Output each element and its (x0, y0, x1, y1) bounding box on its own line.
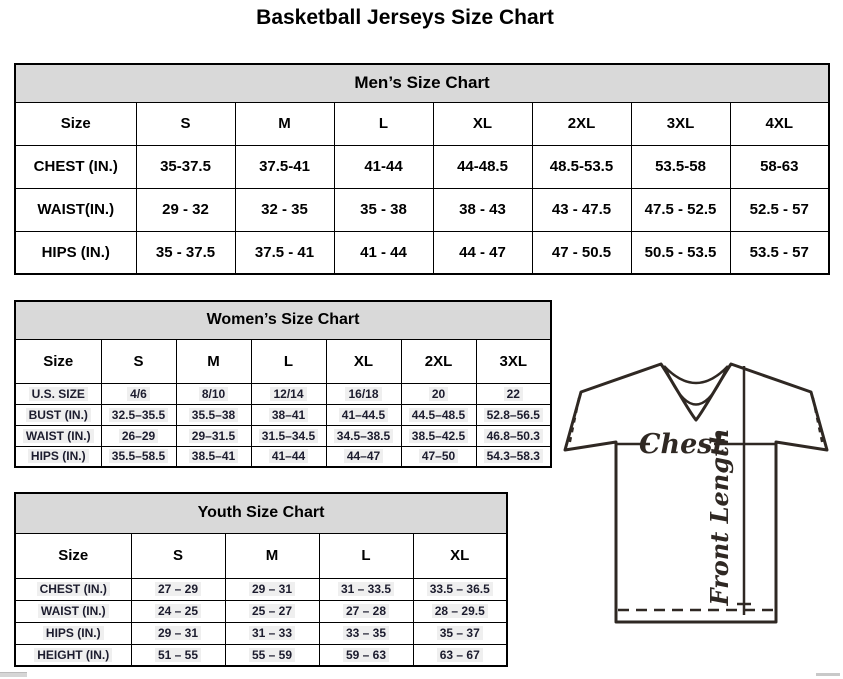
collar-curve-inner (664, 366, 728, 383)
table-cell: 31 – 33.5 (319, 578, 413, 600)
table-row (15, 404, 551, 425)
table-cell: 37.5-41 (235, 145, 334, 188)
table-cell: 44–47 (326, 446, 401, 467)
table-row (15, 493, 507, 533)
table-row (15, 231, 829, 274)
size-column-header: L (334, 102, 433, 145)
table-cell: 41–44.5 (326, 404, 401, 425)
table-row (15, 64, 829, 102)
row-label: WAIST (IN.) (15, 425, 101, 446)
table-row (15, 102, 829, 145)
table-cell: 43 - 47.5 (532, 188, 631, 231)
table-row (15, 578, 507, 600)
table-cell: 47.5 - 52.5 (631, 188, 730, 231)
table-cell: 26–29 (101, 425, 176, 446)
row-label: CHEST (IN.) (15, 145, 136, 188)
table-cell: 44-48.5 (433, 145, 532, 188)
row-label: HEIGHT (IN.) (15, 644, 131, 666)
table-row (15, 425, 551, 446)
table-cell: 33.5 – 36.5 (413, 578, 507, 600)
front-length-label: Front Length (705, 428, 734, 606)
mens-table-title: Men’s Size Chart (15, 64, 829, 102)
table-cell: 51 – 55 (131, 644, 225, 666)
size-column-header: 2XL (401, 339, 476, 383)
table-cell: 52.8–56.5 (476, 404, 551, 425)
row-label: HIPS (IN.) (15, 446, 101, 467)
size-column-header: M (235, 102, 334, 145)
table-cell: 35 - 38 (334, 188, 433, 231)
table-row (15, 622, 507, 644)
size-column-header: L (319, 533, 413, 578)
size-header-cell: Size (15, 533, 131, 578)
table-row (15, 600, 507, 622)
row-label: U.S. SIZE (15, 383, 101, 404)
table-cell: 29 - 32 (136, 188, 235, 231)
table-cell: 35-37.5 (136, 145, 235, 188)
size-column-header: 3XL (476, 339, 551, 383)
table-cell: 27 – 29 (131, 578, 225, 600)
size-header-cell: Size (15, 102, 136, 145)
table-cell: 59 – 63 (319, 644, 413, 666)
table-row (15, 188, 829, 231)
youth-table-title: Youth Size Chart (15, 493, 507, 533)
table-cell: 29–31.5 (176, 425, 251, 446)
table-cell: 32 - 35 (235, 188, 334, 231)
table-cell: 55 – 59 (225, 644, 319, 666)
table-cell: 52.5 - 57 (730, 188, 829, 231)
row-label: HIPS (IN.) (15, 622, 131, 644)
table-cell: 8/10 (176, 383, 251, 404)
table-cell: 27 – 28 (319, 600, 413, 622)
table-row (15, 446, 551, 467)
table-cell: 47 - 50.5 (532, 231, 631, 274)
table-cell: 41 - 44 (334, 231, 433, 274)
table-cell: 50.5 - 53.5 (631, 231, 730, 274)
row-label: WAIST(IN.) (15, 188, 136, 231)
mens-size-table (14, 63, 830, 275)
table-cell: 29 – 31 (131, 622, 225, 644)
jersey-outline (565, 364, 827, 622)
row-label: BUST (IN.) (15, 404, 101, 425)
table-cell: 35.5–58.5 (101, 446, 176, 467)
table-row (15, 145, 829, 188)
table-cell: 41–44 (251, 446, 326, 467)
table-cell: 46.8–50.3 (476, 425, 551, 446)
table-row (15, 644, 507, 666)
table-cell: 34.5–38.5 (326, 425, 401, 446)
table-cell: 47–50 (401, 446, 476, 467)
table-cell: 38–41 (251, 404, 326, 425)
table-cell: 44 - 47 (433, 231, 532, 274)
table-cell: 53.5-58 (631, 145, 730, 188)
table-row (15, 339, 551, 383)
table-cell: 16/18 (326, 383, 401, 404)
table-cell: 53.5 - 57 (730, 231, 829, 274)
table-cell: 35.5–38 (176, 404, 251, 425)
table-cell: 48.5-53.5 (532, 145, 631, 188)
size-column-header: 4XL (730, 102, 829, 145)
table-cell: 35 – 37 (413, 622, 507, 644)
size-column-header: M (176, 339, 251, 383)
jersey-diagram-svg (560, 352, 832, 634)
table-cell: 12/14 (251, 383, 326, 404)
size-column-header: 3XL (631, 102, 730, 145)
table-cell: 31.5–34.5 (251, 425, 326, 446)
womens-table-title: Women’s Size Chart (15, 301, 551, 339)
table-cell: 28 – 29.5 (413, 600, 507, 622)
table-row (15, 383, 551, 404)
size-column-header: S (131, 533, 225, 578)
table-cell: 44.5–48.5 (401, 404, 476, 425)
table-cell: 37.5 - 41 (235, 231, 334, 274)
womens-size-table (14, 300, 552, 468)
table-cell: 38 - 43 (433, 188, 532, 231)
table-cell: 33 – 35 (319, 622, 413, 644)
table-cell: 41-44 (334, 145, 433, 188)
page-title: Basketball Jerseys Size Chart (256, 6, 554, 29)
horizontal-scrollbar-fragment-right[interactable] (816, 673, 840, 676)
table-cell: 25 – 27 (225, 600, 319, 622)
table-cell: 38.5–42.5 (401, 425, 476, 446)
row-label: WAIST (IN.) (15, 600, 131, 622)
table-cell: 54.3–58.3 (476, 446, 551, 467)
size-column-header: XL (326, 339, 401, 383)
row-label: CHEST (IN.) (15, 578, 131, 600)
size-column-header: L (251, 339, 326, 383)
table-cell: 38.5–41 (176, 446, 251, 467)
size-header-cell: Size (15, 339, 101, 383)
jersey-measurement-diagram (560, 352, 832, 634)
chest-label: Chest (639, 429, 725, 460)
size-column-header: 2XL (532, 102, 631, 145)
table-cell: 32.5–35.5 (101, 404, 176, 425)
table-row (15, 301, 551, 339)
horizontal-scrollbar-fragment-left[interactable] (0, 672, 27, 677)
size-column-header: S (136, 102, 235, 145)
size-column-header: XL (413, 533, 507, 578)
size-column-header: S (101, 339, 176, 383)
youth-size-table (14, 492, 508, 667)
table-cell: 4/6 (101, 383, 176, 404)
table-cell: 58-63 (730, 145, 829, 188)
table-row (15, 533, 507, 578)
table-cell: 22 (476, 383, 551, 404)
table-cell: 24 – 25 (131, 600, 225, 622)
table-cell: 63 – 67 (413, 644, 507, 666)
size-column-header: M (225, 533, 319, 578)
row-label: HIPS (IN.) (15, 231, 136, 274)
size-column-header: XL (433, 102, 532, 145)
table-cell: 35 - 37.5 (136, 231, 235, 274)
table-cell: 31 – 33 (225, 622, 319, 644)
table-cell: 29 – 31 (225, 578, 319, 600)
table-cell: 20 (401, 383, 476, 404)
